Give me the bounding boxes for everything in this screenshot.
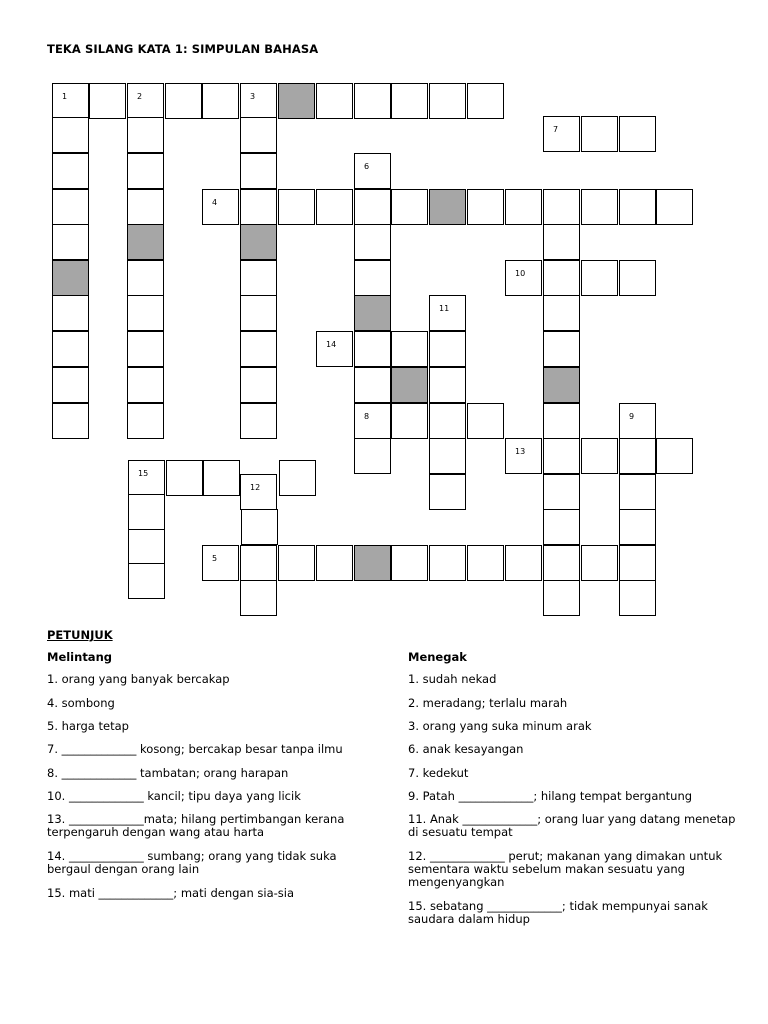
crossword-cell[interactable] bbox=[543, 580, 580, 616]
down-clue-12: 12. _____________ perut; makanan yang dimakan untuk sementara waktu sebelum makan sesuatu yang mengenyangkan bbox=[408, 849, 723, 889]
crossword-cell[interactable] bbox=[89, 83, 126, 119]
crossword-cell[interactable] bbox=[543, 545, 580, 581]
numbered-cell[interactable] bbox=[202, 189, 239, 225]
crossword-cell[interactable] bbox=[278, 545, 315, 581]
crossword-cell[interactable] bbox=[543, 474, 580, 510]
crossword-cell[interactable] bbox=[128, 563, 165, 599]
crossword-cell[interactable] bbox=[241, 509, 278, 545]
crossword-cell[interactable] bbox=[619, 116, 656, 152]
clue-number: 11 bbox=[439, 304, 450, 313]
crossword-cell[interactable] bbox=[391, 83, 428, 119]
numbered-cell[interactable] bbox=[354, 403, 391, 439]
across-clue-8: 8. _____________ tambatan; orang harapan bbox=[47, 766, 289, 780]
crossword-cell[interactable] bbox=[429, 403, 466, 439]
shaded-cell bbox=[543, 367, 580, 403]
crossword-cell[interactable] bbox=[240, 260, 277, 296]
clue-number: 1 bbox=[62, 92, 68, 101]
crossword-cell[interactable] bbox=[619, 260, 656, 296]
numbered-cell[interactable] bbox=[505, 438, 542, 474]
crossword-cell[interactable] bbox=[391, 331, 428, 367]
down-clue-3: 3. orang yang suka minum arak bbox=[408, 719, 592, 733]
crossword-cell[interactable] bbox=[429, 438, 466, 474]
down-clue-6: 6. anak kesayangan bbox=[408, 742, 524, 756]
crossword-cell[interactable] bbox=[391, 189, 428, 225]
crossword-cell[interactable] bbox=[543, 438, 580, 474]
across-clue-14: 14. _____________ sumbang; orang yang tidak suka bergaul dengan orang lain bbox=[47, 849, 337, 876]
numbered-cell[interactable] bbox=[543, 116, 580, 152]
crossword-cell[interactable] bbox=[656, 438, 693, 474]
across-clue-1: 1. orang yang banyak bercakap bbox=[47, 672, 230, 686]
shaded-cell bbox=[354, 295, 391, 331]
clues-heading: PETUNJUK bbox=[47, 628, 113, 642]
crossword-cell[interactable] bbox=[619, 545, 656, 581]
crossword-cell[interactable] bbox=[619, 474, 656, 510]
clue-number: 6 bbox=[364, 162, 370, 171]
crossword-cell[interactable] bbox=[543, 509, 580, 545]
crossword-cell[interactable] bbox=[316, 189, 353, 225]
clue-number: 14 bbox=[326, 340, 337, 349]
crossword-cell[interactable] bbox=[165, 83, 202, 119]
crossword-cell[interactable] bbox=[52, 153, 89, 189]
crossword-cell[interactable] bbox=[656, 189, 693, 225]
crossword-cell[interactable] bbox=[128, 494, 165, 530]
crossword-cell[interactable] bbox=[354, 189, 391, 225]
shaded-cell bbox=[240, 224, 277, 260]
crossword-cell[interactable] bbox=[467, 403, 504, 439]
crossword-cell[interactable] bbox=[543, 331, 580, 367]
crossword-cell[interactable] bbox=[619, 189, 656, 225]
crossword-cell[interactable] bbox=[240, 189, 277, 225]
crossword-cell[interactable] bbox=[429, 367, 466, 403]
numbered-cell[interactable] bbox=[429, 295, 466, 331]
clue-number: 5 bbox=[212, 554, 218, 563]
crossword-cell[interactable] bbox=[127, 153, 164, 189]
crossword-cell[interactable] bbox=[354, 260, 391, 296]
page-title: TEKA SILANG KATA 1: SIMPULAN BAHASA bbox=[47, 42, 319, 56]
clue-number: 15 bbox=[138, 469, 149, 478]
numbered-cell[interactable] bbox=[127, 83, 164, 119]
crossword-cell[interactable] bbox=[354, 224, 391, 260]
crossword-cell[interactable] bbox=[543, 295, 580, 331]
numbered-cell[interactable] bbox=[240, 474, 277, 510]
crossword-cell[interactable] bbox=[391, 545, 428, 581]
crossword-cell[interactable] bbox=[467, 545, 504, 581]
clue-number: 7 bbox=[553, 125, 559, 134]
crossword-cell[interactable] bbox=[127, 189, 164, 225]
across-clue-13: 13. _____________mata; hilang pertimbangan kerana terpengaruh dengan wang atau harta bbox=[47, 812, 345, 839]
crossword-cell[interactable] bbox=[240, 545, 277, 581]
crossword-cell[interactable] bbox=[52, 403, 89, 439]
crossword-cell[interactable] bbox=[166, 460, 203, 496]
crossword-cell[interactable] bbox=[619, 580, 656, 616]
crossword-cell[interactable] bbox=[128, 529, 165, 565]
clue-number: 4 bbox=[212, 198, 218, 207]
across-clue-7: 7. _____________ kosong; bercakap besar tanpa ilmu bbox=[47, 742, 343, 756]
crossword-cell[interactable] bbox=[581, 189, 618, 225]
numbered-cell[interactable] bbox=[128, 460, 165, 496]
shaded-cell bbox=[127, 224, 164, 260]
shaded-cell bbox=[52, 260, 89, 296]
crossword-cell[interactable] bbox=[619, 438, 656, 474]
crossword-cell[interactable] bbox=[581, 116, 618, 152]
down-clue-1: 1. sudah nekad bbox=[408, 672, 497, 686]
down-clue-11: 11. Anak _____________; orang luar yang datang menetap di sesuatu tempat bbox=[408, 812, 736, 839]
across-clue-5: 5. harga tetap bbox=[47, 719, 129, 733]
crossword-cell[interactable] bbox=[429, 474, 466, 510]
crossword-cell[interactable] bbox=[505, 545, 542, 581]
across-clue-15: 15. mati _____________; mati dengan sia-sia bbox=[47, 886, 295, 900]
crossword-cell[interactable] bbox=[354, 438, 391, 474]
crossword-cell[interactable] bbox=[619, 509, 656, 545]
clue-number: 9 bbox=[629, 412, 635, 421]
down-clue-15: 15. sebatang _____________; tidak mempunyai sanak saudara dalam hidup bbox=[408, 899, 708, 926]
down-clue-7: 7. kedekut bbox=[408, 766, 469, 780]
crossword-cell[interactable] bbox=[240, 403, 277, 439]
crossword-cell[interactable] bbox=[240, 580, 277, 616]
down-clue-2: 2. meradang; terlalu marah bbox=[408, 696, 568, 710]
numbered-cell[interactable] bbox=[354, 153, 391, 189]
crossword-cell[interactable] bbox=[127, 331, 164, 367]
numbered-cell[interactable] bbox=[505, 260, 542, 296]
crossword-cell[interactable] bbox=[240, 117, 277, 153]
crossword-cell[interactable] bbox=[429, 545, 466, 581]
shaded-cell bbox=[391, 367, 428, 403]
crossword-cell[interactable] bbox=[354, 331, 391, 367]
crossword-cell[interactable] bbox=[127, 117, 164, 153]
crossword-cell[interactable] bbox=[543, 403, 580, 439]
clue-number: 12 bbox=[250, 483, 261, 492]
numbered-cell[interactable] bbox=[202, 545, 239, 581]
crossword-cell[interactable] bbox=[467, 83, 504, 119]
crossword-cell[interactable] bbox=[543, 224, 580, 260]
shaded-cell bbox=[278, 83, 315, 119]
crossword-cell[interactable] bbox=[316, 83, 353, 119]
crossword-cell[interactable] bbox=[278, 189, 315, 225]
crossword-cell[interactable] bbox=[581, 260, 618, 296]
crossword-cell[interactable] bbox=[52, 367, 89, 403]
numbered-cell[interactable] bbox=[52, 83, 89, 119]
crossword-cell[interactable] bbox=[240, 331, 277, 367]
crossword-cell[interactable] bbox=[354, 83, 391, 119]
crossword-cell[interactable] bbox=[52, 295, 89, 331]
clue-number: 8 bbox=[364, 412, 370, 421]
crossword-cell[interactable] bbox=[505, 189, 542, 225]
crossword-cell[interactable] bbox=[543, 260, 580, 296]
crossword-cell[interactable] bbox=[391, 403, 428, 439]
clue-number: 10 bbox=[515, 269, 526, 278]
clue-number: 2 bbox=[137, 92, 143, 101]
crossword-cell[interactable] bbox=[202, 83, 239, 119]
numbered-cell[interactable] bbox=[316, 331, 353, 367]
crossword-cell[interactable] bbox=[581, 438, 618, 474]
crossword-cell[interactable] bbox=[354, 367, 391, 403]
crossword-cell[interactable] bbox=[543, 189, 580, 225]
crossword-cell[interactable] bbox=[240, 295, 277, 331]
numbered-cell[interactable] bbox=[240, 83, 277, 119]
crossword-cell[interactable] bbox=[581, 545, 618, 581]
shaded-cell bbox=[354, 545, 391, 581]
across-heading: Melintang bbox=[47, 650, 112, 664]
crossword-cell[interactable] bbox=[429, 83, 466, 119]
crossword-cell[interactable] bbox=[52, 189, 89, 225]
crossword-cell[interactable] bbox=[127, 260, 164, 296]
down-clue-9: 9. Patah _____________; hilang tempat bergantung bbox=[408, 789, 693, 803]
shaded-cell bbox=[429, 189, 466, 225]
crossword-cell[interactable] bbox=[52, 117, 89, 153]
across-clue-4: 4. sombong bbox=[47, 696, 115, 710]
crossword-cell[interactable] bbox=[52, 224, 89, 260]
across-clue-10: 10. _____________ kancil; tipu daya yang licik bbox=[47, 789, 301, 803]
numbered-cell[interactable] bbox=[619, 403, 656, 439]
crossword-cell[interactable] bbox=[316, 545, 353, 581]
crossword-cell[interactable] bbox=[127, 367, 164, 403]
crossword-cell[interactable] bbox=[240, 367, 277, 403]
crossword-cell[interactable] bbox=[203, 460, 240, 496]
crossword-cell[interactable] bbox=[279, 460, 316, 496]
crossword-cell[interactable] bbox=[127, 403, 164, 439]
down-heading: Menegak bbox=[408, 650, 467, 664]
crossword-cell[interactable] bbox=[467, 189, 504, 225]
clue-number: 13 bbox=[515, 447, 526, 456]
clue-number: 3 bbox=[250, 92, 256, 101]
crossword-cell[interactable] bbox=[52, 331, 89, 367]
crossword-cell[interactable] bbox=[429, 331, 466, 367]
crossword-cell[interactable] bbox=[240, 153, 277, 189]
crossword-cell[interactable] bbox=[127, 295, 164, 331]
